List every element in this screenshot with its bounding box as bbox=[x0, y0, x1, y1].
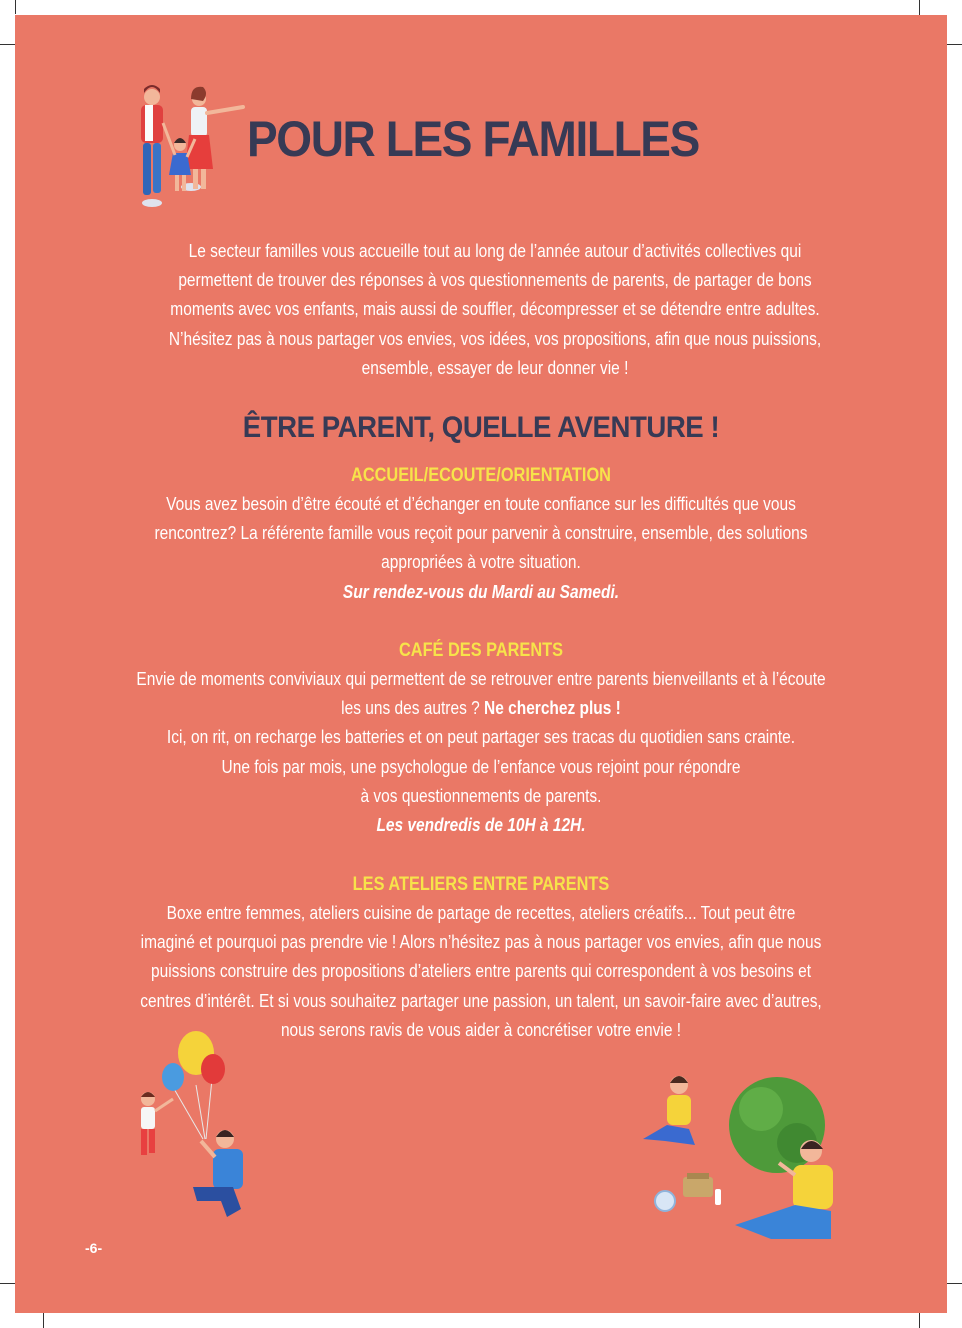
page-title: POUR LES FAMILLES bbox=[247, 111, 699, 167]
intro-line: ensemble, essayer de leur donner vie ! bbox=[361, 357, 629, 378]
section-line: Vous avez besoin d’être écouté et d’échanger en toute confiance sur les difficultés que vous bbox=[166, 494, 796, 514]
section-cafe bbox=[45, 636, 917, 840]
section-accueil bbox=[45, 461, 917, 607]
intro-line: Le secteur familles vous accueille tout au long de l’année autour d’activités collectives qui bbox=[188, 241, 802, 261]
section-line: Une fois par mois, une psychologue de l’enfance vous rejoint pour répondre bbox=[221, 756, 741, 777]
section-line: imaginé et pourquoi pas prendre vie ! Alors n’hésitez pas à nous partager vos envies, afin que nous bbox=[140, 932, 822, 953]
crop-mark bbox=[15, 0, 16, 14]
intro-line: N’hésitez pas à nous partager vos envies, vos idées, vos propositions, afin que nous puissions, bbox=[168, 328, 822, 349]
section-heading: LES ATELIERS ENTRE PARENTS bbox=[352, 874, 610, 895]
section-line: Ici, on rit, on recharge les batteries et on peut partager ses tracas du quotidien sans crainte. bbox=[166, 727, 796, 748]
section-line: centres d’intérêt. Et si vous souhaitez partager une passion, un talent, un savoir-faire avec d’autres, bbox=[140, 990, 822, 1011]
page-sheet bbox=[15, 15, 947, 1313]
section-line: Boxe entre femmes, ateliers cuisine de partage de recettes, ateliers créatifs... Tout peut être bbox=[166, 903, 796, 923]
section-line: rencontrez? La référente famille vous reçoit pour parvenir à construire, ensemble, des solutions bbox=[154, 523, 808, 544]
section-heading: CAFÉ DES PARENTS bbox=[398, 640, 564, 661]
section-line: puissions construire des propositions d’ateliers entre parents qui correspondent à vos besoins et bbox=[151, 961, 811, 982]
picnic-illustration bbox=[635, 1065, 835, 1245]
section-line: appropriées à votre situation. bbox=[381, 552, 581, 573]
section-ateliers bbox=[45, 870, 917, 1045]
schedule-text: Les vendredis de 10H à 12H. bbox=[376, 815, 586, 836]
section-line: Envie de moments conviviaux qui permettent de se retrouver entre parents bienveillants et à l’écoute bbox=[136, 669, 826, 689]
section-line bbox=[106, 694, 856, 723]
page-number: -6- bbox=[85, 1240, 103, 1256]
section-heading: ACCUEIL/ECOUTE/ORIENTATION bbox=[351, 465, 611, 486]
section-subtitle: ÊTRE PARENT, QUELLE AVENTURE ! bbox=[242, 411, 720, 444]
section-line: à vos questionnements de parents. bbox=[360, 785, 602, 806]
section-line: nous serons ravis de vous aider à concrétiser votre envie ! bbox=[280, 1019, 682, 1040]
balloons-illustration bbox=[133, 1027, 263, 1232]
intro-line: moments avec vos enfants, mais aussi de souffler, décompresser et se détendre entre adultes. bbox=[170, 299, 820, 320]
intro-line: permettent de trouver des réponses à vos questionnements de parents, de partager de bons bbox=[178, 270, 812, 291]
section-line-text: les uns des autres ? bbox=[341, 698, 485, 719]
family-illustration bbox=[133, 77, 253, 227]
schedule-text: Sur rendez-vous du Mardi au Samedi. bbox=[342, 581, 620, 602]
intro-paragraph bbox=[151, 237, 839, 383]
highlight-text: Ne cherchez plus ! bbox=[484, 698, 621, 719]
